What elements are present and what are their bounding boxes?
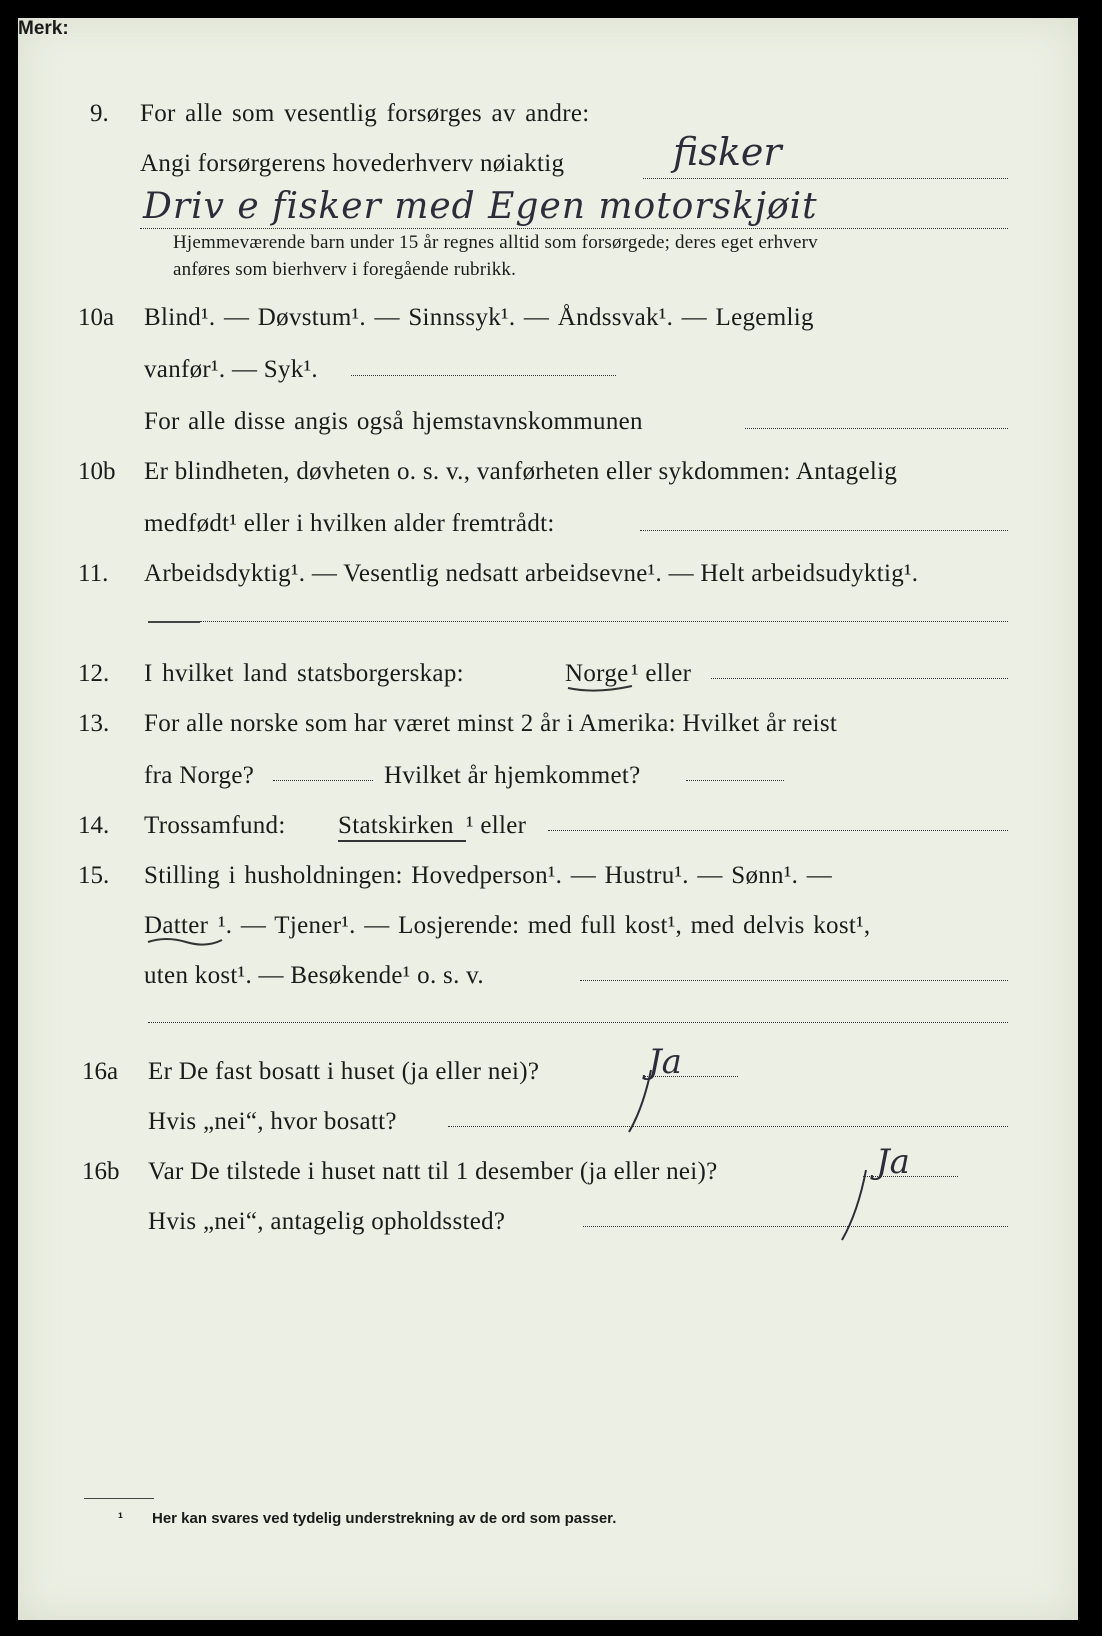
q16b-line1: Var De tilstede i huset natt til 1 desember (ja eller nei)? <box>148 1158 718 1185</box>
q15-answer-line1 <box>580 980 1008 981</box>
q10a-line1: Blind¹. — Døvstum¹. — Sinnssyk¹. — Åndssvak¹. — Legemlig <box>144 304 814 331</box>
q13-line1: For alle norske som har været minst 2 år i Amerika: Hvilket år reist <box>144 710 838 737</box>
q13-reist-line <box>273 780 373 781</box>
q10b-answer-line <box>640 530 1008 531</box>
q15-line1: Stilling i husholdningen: Hovedperson¹. — Hustru¹. — Sønn¹. — <box>144 862 833 889</box>
q16b-handwritten-answer: Ja <box>876 1142 910 1182</box>
q10a-line2: vanfør¹. — Syk¹. <box>144 356 318 383</box>
q10b-line1: Er blindheten, døvheten o. s. v., vanførheten eller sykdommen: Antagelig <box>144 458 898 485</box>
q15-number: 15. <box>78 862 110 889</box>
q12-eller: ¹ eller <box>631 660 692 687</box>
q13-line2b: Hvilket år hjemkommet? <box>384 762 641 789</box>
q16b-opholdssted-line <box>583 1226 1008 1227</box>
q13-number: 13. <box>78 710 110 737</box>
q9-answer-line2 <box>140 228 1008 229</box>
merk-line2: anføres som bierhverv i foregående rubrikk. <box>173 259 517 280</box>
q15-datter: Datter <box>144 912 209 939</box>
q16a-handwritten-answer: Ja <box>648 1042 682 1082</box>
q12-line1: I hvilket land statsborgerskap: <box>144 660 464 687</box>
census-form-page <box>18 18 1078 1620</box>
q10a-number: 10a <box>78 304 115 331</box>
q12-answer-line <box>711 678 1008 679</box>
q9-line1: For alle som vesentlig forsørges av andre: <box>140 100 590 127</box>
q9-number: 9. <box>90 100 109 127</box>
q9-handwritten-answer2: Driv e fisker med Egen motorskjøit <box>143 186 818 227</box>
q9-answer-line1 <box>643 178 1008 179</box>
q16b-number: 16b <box>82 1158 120 1185</box>
q10a-line3: For alle disse angis også hjemstavnskommunen <box>144 408 643 435</box>
q11-number: 11. <box>78 560 109 587</box>
q14-label: Trossamfund: <box>144 812 286 839</box>
q15-answer-line2 <box>148 1022 1008 1023</box>
q14-number: 14. <box>78 812 110 839</box>
merk-label: Merk: <box>18 18 69 39</box>
q16a-number: 16a <box>82 1058 119 1085</box>
q12-norge: Norge <box>565 660 629 687</box>
q15-handwritten-underline <box>146 934 226 950</box>
q14-answer-line <box>548 830 1008 831</box>
q16a-answer-stroke <box>623 1068 663 1138</box>
q16a-bosatt-line <box>448 1126 1008 1127</box>
q10a-hjemstavn-line <box>745 428 1008 429</box>
merk-line1: Hjemmeværende barn under 15 år regnes alltid som forsørgede; deres eget erhverv <box>173 232 818 253</box>
q16b-line2: Hvis „nei“, antagelig opholdssted? <box>148 1208 506 1235</box>
q11-answer-line <box>200 621 1008 622</box>
q10a-syk-line <box>351 375 616 376</box>
footnote-mark: ¹ <box>118 1510 123 1527</box>
q15-line3: uten kost¹. — Besøkende¹ o. s. v. <box>144 962 484 989</box>
q9-handwritten-answer1: fisker <box>673 130 782 174</box>
footnote-text: Her kan svares ved tydelig understrekning av de ord som passer. <box>152 1510 617 1527</box>
q14-underline <box>338 840 466 842</box>
q12-handwritten-underline <box>566 682 636 696</box>
q9-line2: Angi forsørgerens hovederhverv nøiaktig <box>140 150 565 177</box>
q16a-line2: Hvis „nei“, hvor bosatt? <box>148 1108 397 1135</box>
q10b-number: 10b <box>78 458 116 485</box>
q12-number: 12. <box>78 660 110 687</box>
footnote-rule <box>84 1498 154 1499</box>
q16b-answer-stroke <box>836 1168 876 1248</box>
q10b-line2: medfødt¹ eller i hvilken alder fremtrådt: <box>144 510 555 537</box>
q11-solid-mark <box>148 621 200 623</box>
q14-eller: ¹ eller <box>466 812 527 839</box>
q13-hjemkommet-line <box>686 780 784 781</box>
q14-statskirken: Statskirken <box>338 812 454 839</box>
q13-line2a: fra Norge? <box>144 762 255 789</box>
q16a-line1: Er De fast bosatt i huset (ja eller nei)? <box>148 1058 540 1085</box>
q15-line2: ¹. — Tjener¹. — Losjerende: med full kost¹, med delvis kost¹, <box>218 912 871 939</box>
q11-line1: Arbeidsdyktig¹. — Vesentlig nedsatt arbeidsevne¹. — Helt arbeidsudyktig¹. <box>144 560 919 587</box>
